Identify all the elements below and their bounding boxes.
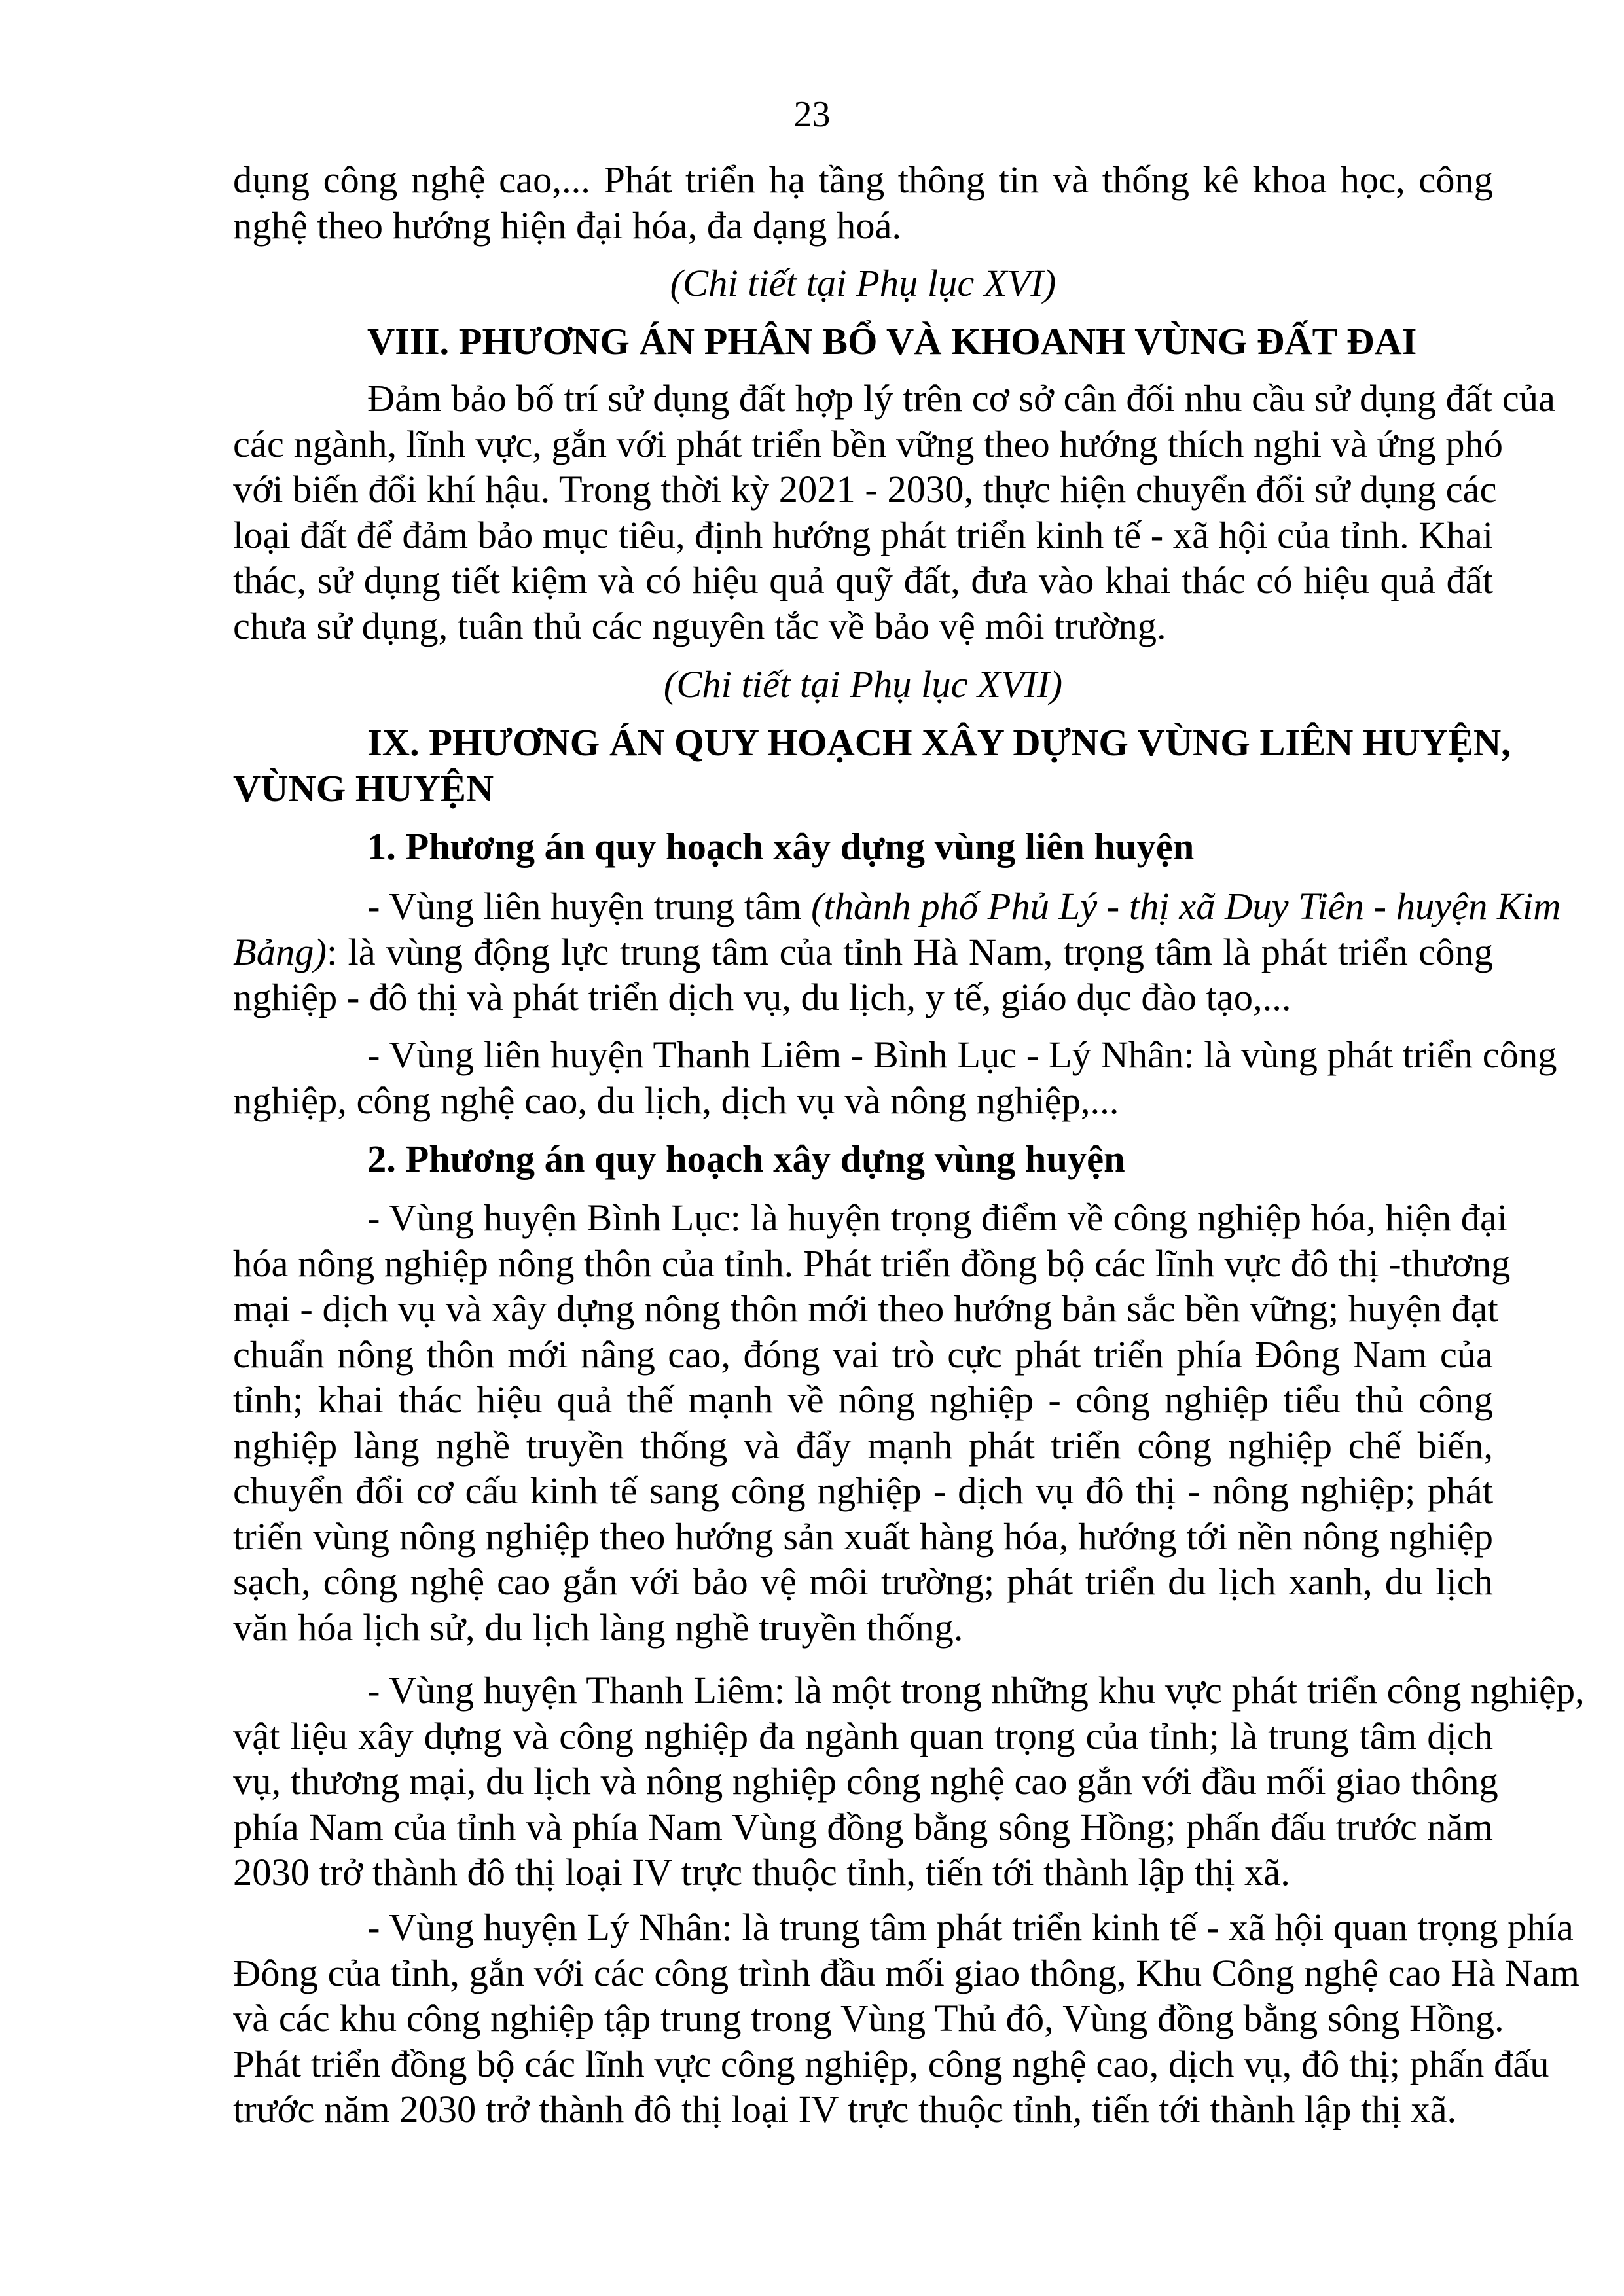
text-line: vụ, thương mại, du lịch và nông nghiệp công nghệ cao gắn với đầu mối giao thông <box>233 1760 1498 1803</box>
text-run: - Vùng liên huyện trung tâm <box>367 885 812 927</box>
section-ix-heading <box>233 720 1511 811</box>
italic-text-run: (thành phố Phủ Lý - thị xã Duy Tiên - huyện Kim <box>811 885 1561 927</box>
page-number: 23 <box>793 94 831 135</box>
text-line: văn hóa lịch sử, du lịch làng nghề truyền thống. <box>233 1605 964 1649</box>
appendix-reference-xvi <box>233 260 1493 306</box>
subsection-2-heading <box>233 1136 1493 1182</box>
ly-nhan-paragraph <box>233 1905 1579 2132</box>
section-viii-paragraph <box>233 376 1555 649</box>
text-line: - Vùng liên huyện Thanh Liêm - Bình Lục - Lý Nhân: là vùng phát triển công <box>367 1033 1557 1076</box>
text-run: : là vùng động lực trung tâm của tỉnh Hà Nam, trọng tâm là phát triển công <box>326 930 1493 973</box>
text-line: vật liệu xây dựng và công nghiệp đa ngành quan trọng của tỉnh; là trung tâm dịch <box>233 1714 1493 1757</box>
text-line: trước năm 2030 trở thành đô thị loại IV trực thuộc tỉnh, tiến tới thành lập thị xã. <box>233 2088 1457 2130</box>
other-inter-district-paragraph <box>233 1032 1557 1123</box>
text-line: loại đất để đảm bảo mục tiêu, định hướng phát triển kinh tế - xã hội của tỉnh. Khai <box>233 513 1493 556</box>
section-heading-line: IX. PHƯƠNG ÁN QUY HOẠCH XÂY DỰNG VÙNG LIÊN HUYỆN, <box>367 721 1511 764</box>
text-line: - Vùng huyện Bình Lục: là huyện trọng điểm về công nghiệp hóa, hiện đại <box>367 1196 1508 1239</box>
text-line: - Vùng huyện Thanh Liêm: là một trong những khu vực phát triển công nghiệp, <box>367 1669 1585 1712</box>
text-line: nghệ theo hướng hiện đại hóa, đa dạng hoá. <box>233 204 902 247</box>
text-line: dụng công nghệ cao,... Phát triển hạ tầng thông tin và thống kê khoa học, công <box>233 158 1493 201</box>
text-line: nghiệp - đô thị và phát triển dịch vụ, du lịch, y tế, giáo dục đào tạo,... <box>233 976 1291 1018</box>
text-line: các ngành, lĩnh vực, gắn với phát triển bền vững theo hướng thích nghi và ứng phó <box>233 422 1504 465</box>
text-line: thác, sử dụng tiết kiệm và có hiệu quả quỹ đất, đưa vào khai thác có hiệu quả đất <box>233 559 1493 601</box>
section-viii-heading <box>233 319 1493 365</box>
text-line: mại - dịch vụ và xây dựng nông thôn mới theo hướng bản sắc bền vững; huyện đạt <box>233 1287 1498 1330</box>
text-line: và các khu công nghiệp tập trung trong Vùng Thủ đô, Vùng đồng bằng sông Hồng. <box>233 1997 1504 2039</box>
text-line: hóa nông nghiệp nông thôn của tỉnh. Phát triển đồng bộ các lĩnh vực đô thị -thương <box>233 1242 1511 1285</box>
text-line: 2030 trở thành đô thị loại IV trực thuộc tỉnh, tiến tới thành lập thị xã. <box>233 1851 1290 1893</box>
text-line: nghiệp, công nghệ cao, du lịch, dịch vụ và nông nghiệp,... <box>233 1079 1119 1122</box>
text-line: Đông của tỉnh, gắn với các công trình đầu mối giao thông, Khu Công nghệ cao Hà Nam <box>233 1951 1579 1994</box>
thanh-liem-paragraph <box>233 1668 1585 1895</box>
text-line: chuyển đổi cơ cấu kinh tế sang công nghiệp - dịch vụ đô thị - nông nghiệp; phát <box>233 1469 1493 1512</box>
central-region-paragraph <box>233 884 1561 1020</box>
intro-paragraph <box>233 157 1493 248</box>
appendix-ref-text: (Chi tiết tại Phụ lục XVI) <box>670 262 1056 304</box>
text-line: chưa sử dụng, tuân thủ các nguyên tắc về bảo vệ môi trường. <box>233 604 1166 647</box>
text-line: Phát triển đồng bộ các lĩnh vực công nghiệp, công nghệ cao, dịch vụ, đô thị; phấn đấu <box>233 2042 1549 2085</box>
text-line: nghiệp làng nghề truyền thống và đẩy mạnh phát triển công nghiệp chế biến, <box>233 1424 1493 1467</box>
text-line: chuẩn nông thôn mới nâng cao, đóng vai trò cực phát triển phía Đông Nam của <box>233 1333 1493 1376</box>
text-line <box>233 929 1493 975</box>
text-line: Đảm bảo bố trí sử dụng đất hợp lý trên cơ sở cân đối nhu cầu sử dụng đất của <box>367 377 1555 420</box>
italic-text-run: Bảng) <box>233 930 327 973</box>
subsection-heading: 2. Phương án quy hoạch xây dựng vùng huyện <box>367 1138 1125 1180</box>
text-line: với biến đổi khí hậu. Trong thời kỳ 2021 - 2030, thực hiện chuyển đổi sử dụng các <box>233 468 1497 511</box>
text-line: tỉnh; khai thác hiệu quả thế mạnh về nông nghiệp - công nghiệp tiểu thủ công <box>233 1378 1493 1421</box>
subsection-heading: 1. Phương án quy hoạch xây dựng vùng liên huyện <box>367 825 1195 868</box>
text-line: sạch, công nghệ cao gắn với bảo vệ môi trường; phát triển du lịch xanh, du lịch <box>233 1560 1493 1603</box>
section-heading: VIII. PHƯƠNG ÁN PHÂN BỔ VÀ KHOANH VÙNG ĐẤT ĐAI <box>367 320 1417 363</box>
binh-luc-paragraph <box>233 1195 1511 1650</box>
subsection-1-heading <box>233 824 1493 870</box>
text-line: - Vùng huyện Lý Nhân: là trung tâm phát triển kinh tế - xã hội quan trọng phía <box>367 1906 1574 1948</box>
section-heading-line: VÙNG HUYỆN <box>233 766 494 810</box>
text-line: triển vùng nông nghiệp theo hướng sản xuất hàng hóa, hướng tới nền nông nghiệp <box>233 1515 1493 1558</box>
appendix-reference-xvii <box>233 662 1493 708</box>
text-line <box>233 884 1561 929</box>
appendix-ref-text: (Chi tiết tại Phụ lục XVII) <box>663 663 1063 706</box>
text-line: phía Nam của tỉnh và phía Nam Vùng đồng bằng sông Hồng; phấn đấu trước năm <box>233 1805 1493 1848</box>
